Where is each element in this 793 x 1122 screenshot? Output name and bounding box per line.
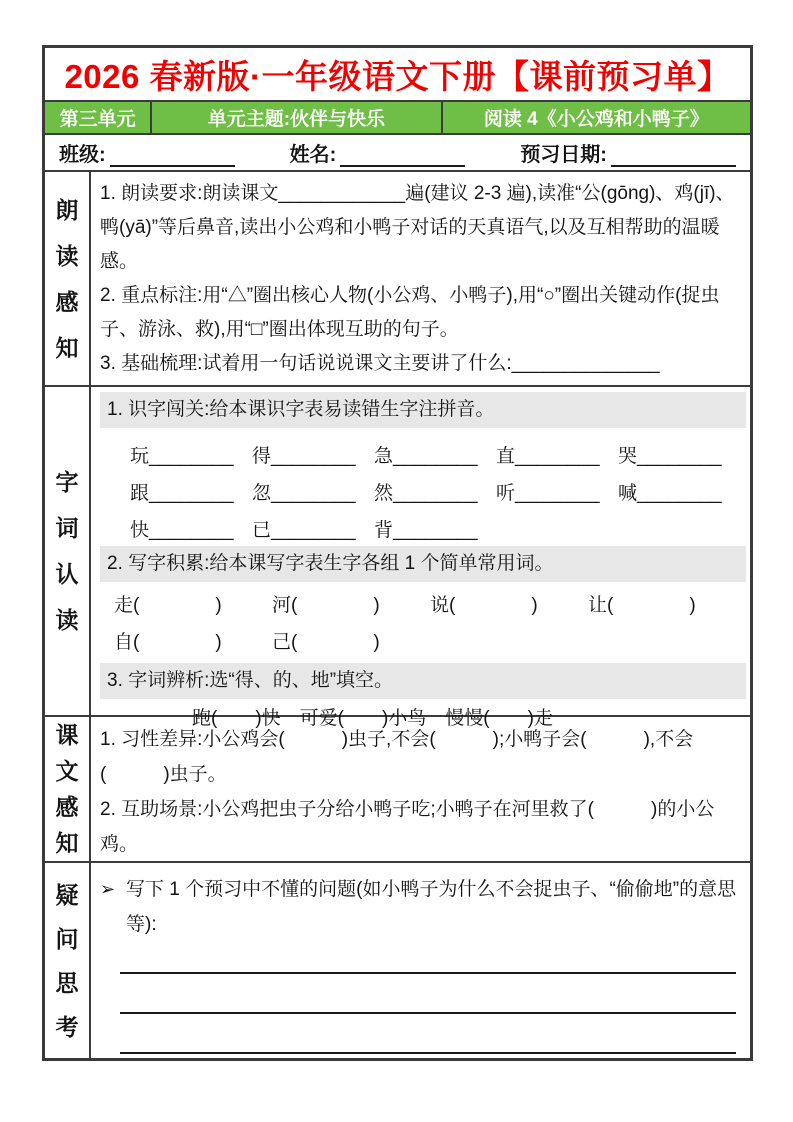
pinyin-row (100, 505, 746, 542)
pinyin-item: 已________ (252, 520, 356, 541)
arrow-bullet-icon: ➢ (100, 879, 116, 899)
section-label-words: 字词认读 (45, 387, 91, 715)
section-questions (45, 863, 750, 1058)
title-row (45, 48, 750, 102)
pinyin-item: 跟________ (130, 483, 234, 504)
class-blank (110, 145, 235, 167)
pinyin-item: 哭________ (618, 446, 722, 467)
section-label-text-sense: 课文感知 (45, 717, 91, 861)
pinyin-item: 喊________ (618, 483, 722, 504)
pinyin-item: 得________ (252, 446, 356, 467)
name-blank (340, 145, 465, 167)
read-aloud-body (91, 172, 750, 385)
pinyin-row (100, 431, 746, 468)
question-prompt-row (100, 868, 742, 942)
word-item: 自( ) (114, 632, 222, 653)
pinyin-item: 然________ (374, 483, 478, 504)
word-item: 走( ) (114, 595, 222, 616)
word-row (100, 622, 746, 659)
page-title: 2026 春新版·一年级语文下册【课前预习单】 (64, 57, 731, 95)
task2-bar: 2. 写字积累:给本课写字表生字各组 1 个简单常用词。 (100, 546, 746, 582)
questions-body (91, 863, 750, 1058)
unit-theme-cell: 单元主题:伙伴与快乐 (152, 102, 442, 133)
question-prompt: 写下 1 个预习中不懂的问题(如小鸭子为什么不会捉虫子、“偷偷地”的意思等): (126, 879, 737, 935)
section-label-read-aloud: 朗读感知 (45, 172, 91, 385)
task3-bar: 3. 字词辨析:选“得、的、地”填空。 (100, 663, 746, 699)
read-aloud-item: 1. 朗读要求:朗读课文____________遍(建议 2-3 遍),读准“公(gōng)、鸡(jī)、鸭(yā)”等后鼻音,读出小公鸡和小鸭子对话的天真语气,以及互相帮助的温暖感。 (100, 183, 735, 272)
read-aloud-item: 2. 重点标注:用“△”圈出核心人物(小公鸡、小鸭子),用“○”圈出关键动作(捉虫子、游泳、救),用“□”圈出体现互助的句子。 (100, 285, 720, 340)
section-read-aloud (45, 172, 750, 387)
pinyin-item: 听________ (496, 483, 600, 504)
task1-bar: 1. 识字闯关:给本课识字表易读错生字注拼音。 (100, 392, 746, 428)
word-item: 河( ) (272, 595, 380, 616)
info-row (45, 135, 750, 172)
class-label: 班级: (59, 143, 106, 166)
answer-line (120, 1012, 736, 1014)
unit-bar (45, 102, 750, 135)
pinyin-item: 急________ (374, 446, 478, 467)
section-words (45, 387, 750, 729)
date-group (520, 138, 736, 167)
word-item: 己( ) (272, 632, 380, 653)
date-label: 预习日期: (520, 143, 607, 166)
worksheet-table (42, 45, 753, 1061)
name-group (290, 138, 466, 167)
words-body (91, 387, 754, 729)
class-group (59, 138, 235, 167)
de-di-di-fill-line: 跑( )快 可爱( )小鸟 慢慢( )走 (192, 708, 553, 729)
word-row (100, 585, 746, 622)
unit-cell: 第三单元 (45, 102, 152, 133)
word-item: 让( ) (588, 595, 696, 616)
read-aloud-item: 3. 基础梳理:试着用一句话说说课文主要讲了什么:______________ (100, 353, 660, 374)
text-sense-item: 1. 习性差异:小公鸡会( )虫子,不会( );小鸭子会( ),不会( )虫子。 (100, 729, 694, 785)
text-sense-body (91, 717, 750, 861)
unit-reading-cell: 阅读 4《小公鸡和小鸭子》 (443, 102, 750, 133)
pinyin-item: 背________ (374, 520, 478, 541)
text-sense-item: 2. 互助场景:小公鸡把虫子分给小鸭子吃;小鸭子在河里救了( )的小公鸡。 (100, 799, 715, 855)
pinyin-item: 忽________ (252, 483, 356, 504)
word-item: 说( ) (430, 595, 538, 616)
name-label: 姓名: (289, 143, 337, 166)
pinyin-row (100, 468, 746, 505)
section-label-questions: 疑问思考 (45, 863, 91, 1058)
pinyin-item: 快________ (130, 520, 234, 541)
pinyin-item: 直________ (496, 446, 600, 467)
section-text-sense (45, 717, 750, 863)
pinyin-item: 玩________ (130, 446, 234, 467)
answer-line (120, 1052, 736, 1054)
date-blank (611, 145, 736, 167)
answer-line (120, 972, 736, 974)
